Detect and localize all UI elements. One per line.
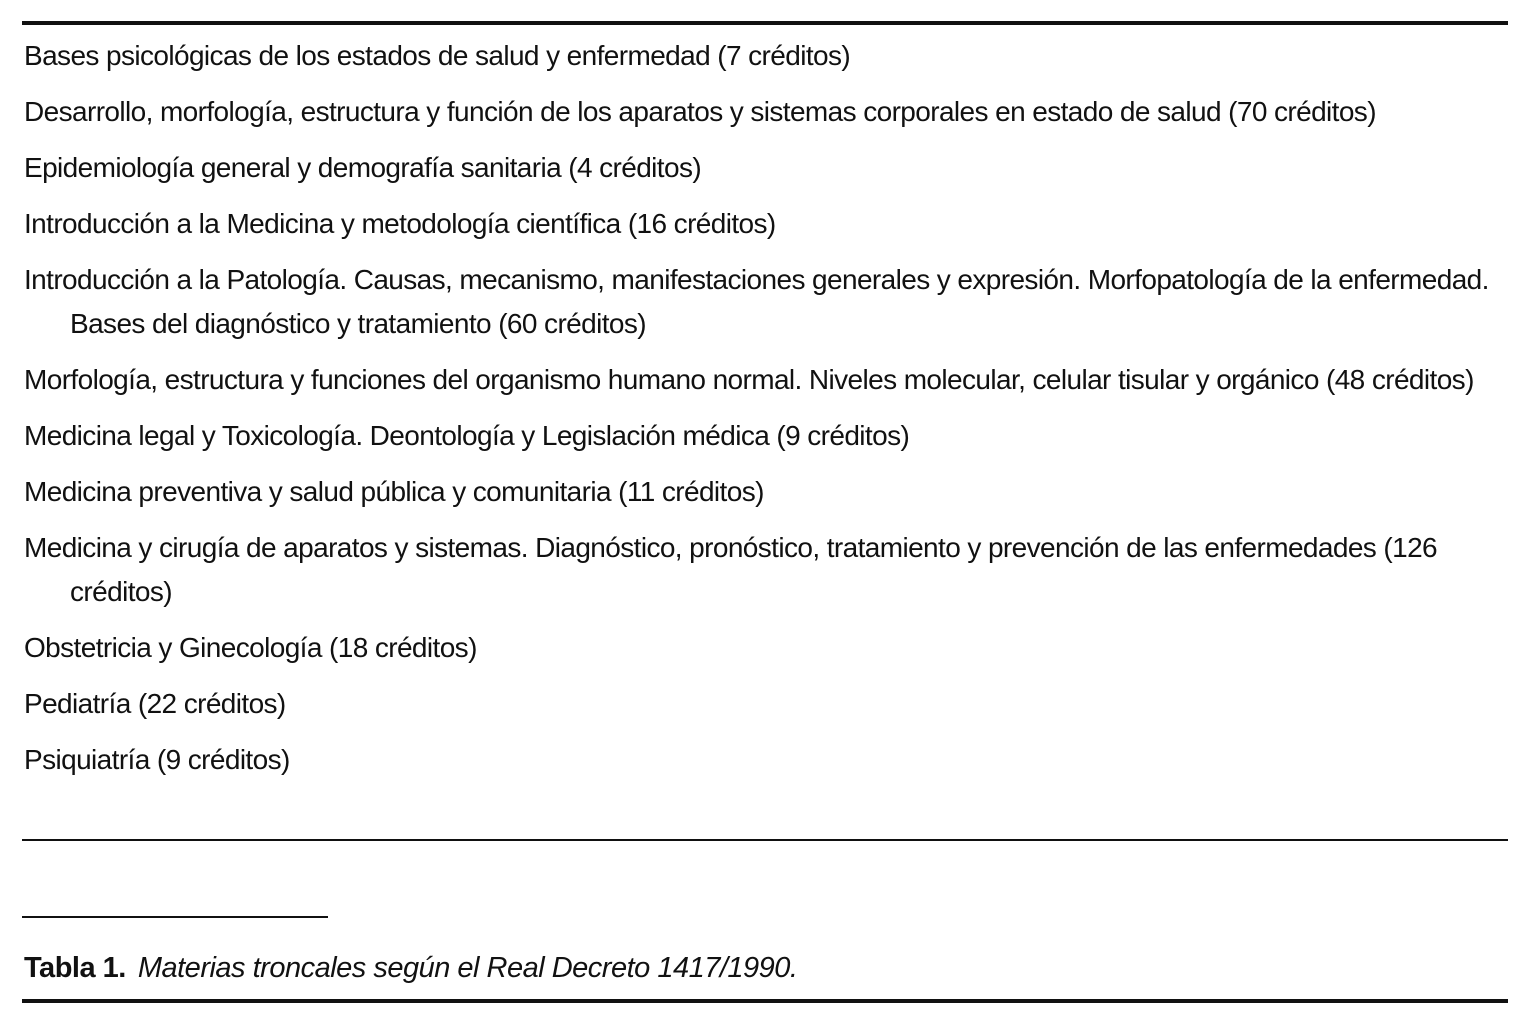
table-row: Medicina preventiva y salud pública y comunitaria (11 créditos)	[24, 476, 764, 507]
table-row: Introducción a la Medicina y metodología científica (16 créditos)	[24, 208, 776, 239]
table-row: Psiquiatría (9 créditos)	[24, 744, 290, 775]
table-row: Desarrollo, morfología, estructura y función de los aparatos y sistemas corporales en estado de salud (70 créditos)	[24, 96, 1376, 127]
caption-label: Tabla 1.	[24, 952, 126, 984]
table-top-rule	[22, 21, 1508, 25]
table-caption	[24, 948, 797, 988]
caption-separator-rule	[22, 916, 328, 918]
table-row: Medicina y cirugía de aparatos y sistemas. Diagnóstico, pronóstico, tratamiento y prevención de las enfermedades (126 créditos)	[24, 532, 1438, 607]
table-row: Introducción a la Patología. Causas, mecanismo, manifestaciones generales y expresión. Morfopatología de la enfermedad. Bases del diagnóstico y tratamiento (60 créditos)	[24, 264, 1489, 339]
subjects-table	[24, 34, 1508, 794]
table-row: Bases psicológicas de los estados de salud y enfermedad (7 créditos)	[24, 40, 851, 71]
table-row: Medicina legal y Toxicología. Deontología y Legislación médica (9 créditos)	[24, 420, 910, 451]
table-row: Morfología, estructura y funciones del organismo humano normal. Niveles molecular, celular tisular y orgánico (48 créditos)	[24, 364, 1474, 395]
caption-text: Materias troncales según el Real Decreto 1417/1990.	[137, 952, 798, 984]
table-row: Obstetricia y Ginecología (18 créditos)	[24, 632, 477, 663]
table-bottom-rule	[22, 839, 1508, 841]
table-row: Pediatría (22 créditos)	[24, 688, 286, 719]
table-row: Epidemiología general y demografía sanitaria (4 créditos)	[24, 152, 702, 183]
caption-bottom-rule	[22, 999, 1508, 1003]
